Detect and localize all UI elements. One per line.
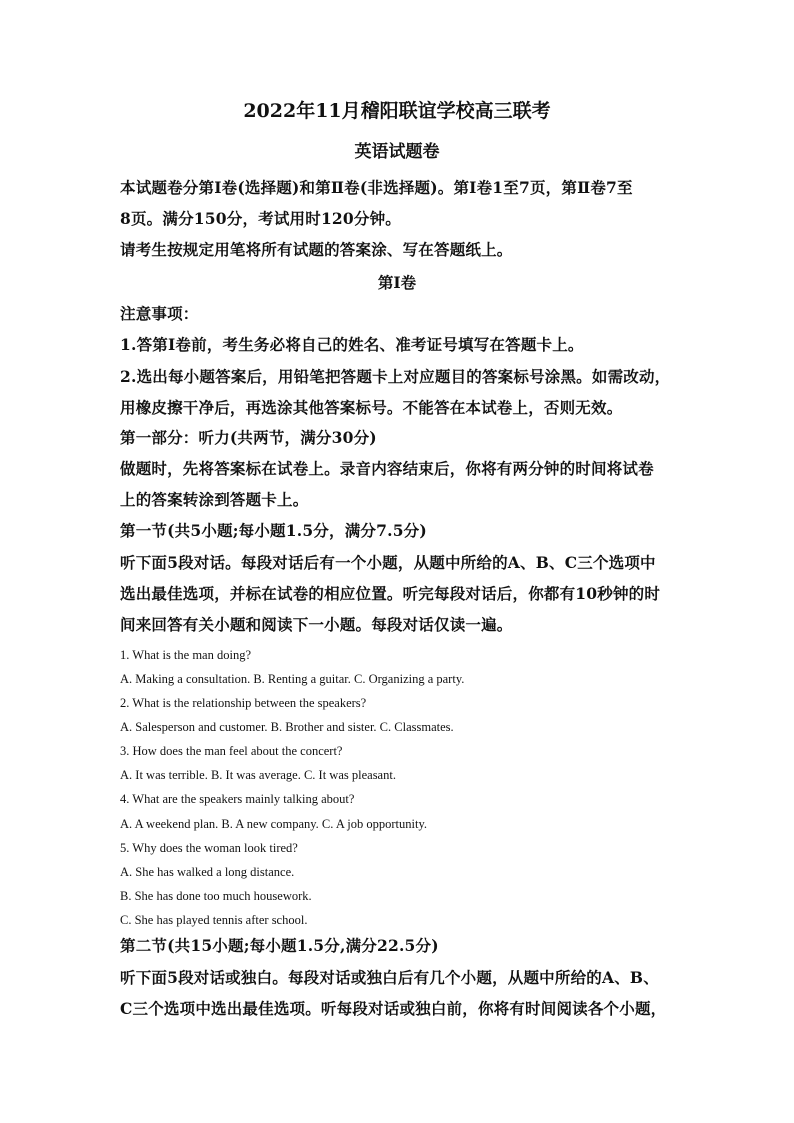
- question: 3. How does the man feel about the concert?: [120, 744, 343, 758]
- intro-line: 8页。满分150分，考试用时120分钟。: [120, 209, 401, 228]
- question-options: A. A weekend plan. B. A new company. C. A job opportunity.: [120, 817, 428, 831]
- question-option: C. She has played tennis after school.: [120, 913, 308, 927]
- question: 5. Why does the woman look tired?: [120, 841, 298, 855]
- instruction-line: C三个选项中选出最佳选项。听每段对话或独白前，你将有时间阅读各个小题，: [120, 999, 667, 1018]
- instruction-line: 上的答案转涂到答题卡上。: [120, 490, 309, 509]
- instruction-line: 听下面5段对话或独白。每段对话或独白后有几个小题，从题中所给的A、B、: [120, 968, 659, 987]
- section-heading: 第一部分：听力(共两节，满分30分): [120, 428, 377, 447]
- question-options: A. Salesperson and customer. B. Brother and sister. C. Classmates.: [120, 720, 454, 734]
- notice-label: 注意事项：: [120, 304, 199, 323]
- notice-item: 1.答第I卷前，考生务必将自己的姓名、准考证号填写在答题卡上。: [120, 335, 584, 354]
- subsection-heading: 第一节(共5小题;每小题1.5分，满分7.5分): [120, 521, 427, 540]
- intro-line: 请考生按规定用笔将所有试题的答案涂、写在答题纸上。: [120, 240, 513, 259]
- question-option: B. She has done too much housework.: [120, 889, 312, 903]
- notice-item: 用橡皮擦干净后，再选涂其他答案标号。不能答在本试卷上，否则无效。: [120, 398, 623, 417]
- question-options: A. Making a consultation. B. Renting a guitar. C. Organizing a party.: [120, 672, 465, 686]
- question-option: A. She has walked a long distance.: [120, 865, 295, 879]
- instruction-line: 选出最佳选项，并标在试卷的相应位置。听完每段对话后，你都有10秒钟的时: [120, 584, 661, 603]
- part-heading: 第I卷: [377, 273, 417, 292]
- instruction-line: 做题时，先将答案标在试卷上。录音内容结束后，你将有两分钟的时间将试卷: [120, 459, 654, 478]
- instruction-line: 听下面5段对话。每段对话后有一个小题，从题中所给的A、B、C三个选项中: [120, 553, 656, 572]
- subsection-heading: 第二节(共15小题;每小题1.5分,满分22.5分): [120, 936, 439, 955]
- question: 2. What is the relationship between the speakers?: [120, 696, 367, 710]
- question-options: A. It was terrible. B. It was average. C. It was pleasant.: [120, 768, 396, 782]
- instruction-line: 间来回答有关小题和阅读下一小题。每段对话仅读一遍。: [120, 615, 513, 634]
- question: 4. What are the speakers mainly talking about?: [120, 792, 355, 806]
- question: 1. What is the man doing?: [120, 648, 251, 662]
- exam-title: 2022年11月稽阳联谊学校高三联考: [243, 100, 551, 122]
- exam-subtitle: 英语试题卷: [354, 142, 440, 162]
- notice-item: 2.选出每小题答案后，用铅笔把答题卡上对应题目的答案标号涂黑。如需改动，: [120, 367, 671, 386]
- intro-line: 本试题卷分第Ⅰ卷(选择题)和第Ⅱ卷(非选择题)。第Ⅰ卷1至7页，第Ⅱ卷7至: [120, 178, 633, 197]
